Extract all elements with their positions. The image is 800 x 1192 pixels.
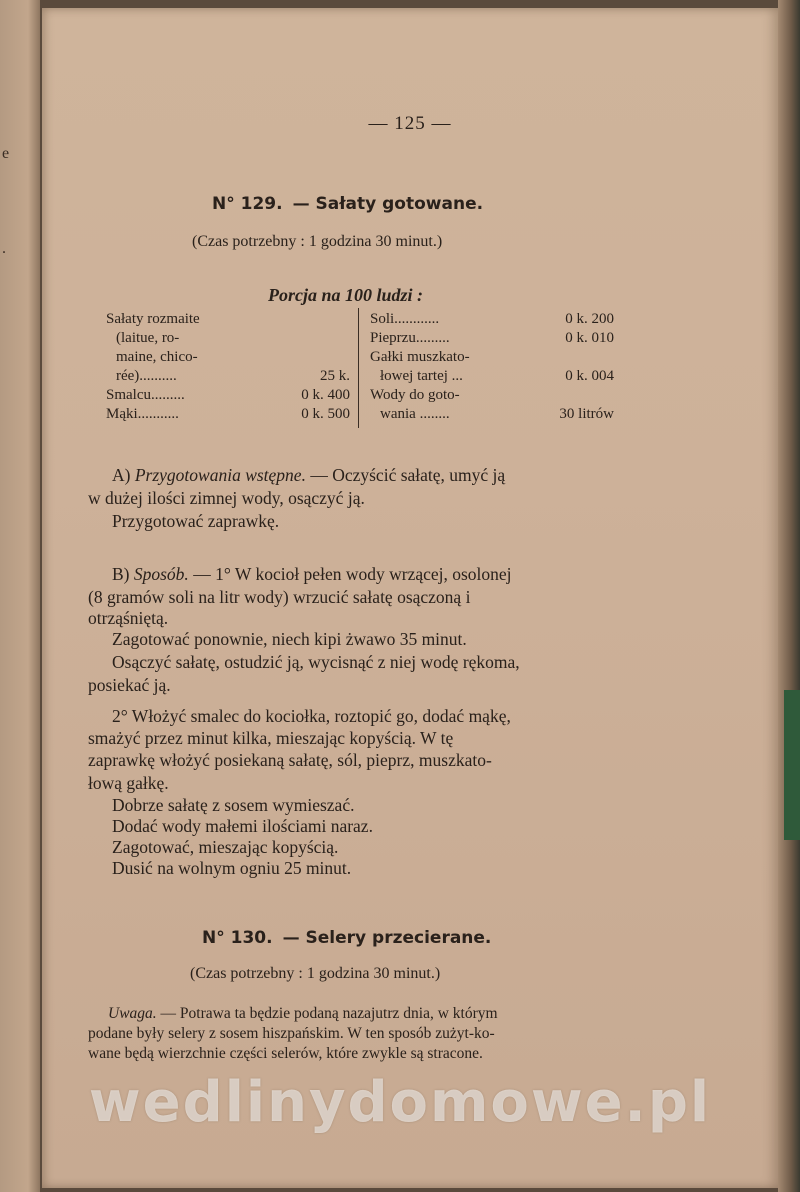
paragraph-c-line: Dusić na wolnym ogniu 25 minut. — [112, 858, 352, 878]
ingredient-row: (laitue, ro- — [116, 330, 180, 346]
note-line: Uwaga. — Potrawa ta będzie podaną nazajutrz dnia, w którym — [108, 1005, 498, 1022]
recipe-129-portion: Porcja na 100 ludzi : — [268, 285, 424, 305]
ingredient-row: Soli............ 0 k. 200 — [370, 311, 614, 327]
ingredient-row: Mąki........... 0 k. 500 — [106, 406, 350, 422]
paragraph-b-line: otrząśniętą. — [88, 608, 169, 628]
ingredient-row: wania ........ 30 litrów — [380, 406, 614, 422]
prev-page-fragment: e — [2, 145, 10, 162]
note-line: podane były selery z sosem hiszpańskim. W ten sposób zużyt-ko- — [88, 1025, 495, 1042]
recipe-129-number: N° 129. — [212, 194, 283, 214]
note-label: Uwaga. — [108, 1005, 157, 1022]
ingredient-row: rée).......... 25 k. — [116, 368, 350, 384]
paragraph-c-line: smażyć przez minut kilka, mieszając kopyścią. W tę — [88, 728, 454, 748]
ingredient-row: maine, chico- — [116, 349, 198, 365]
recipe-130-heading — [202, 928, 491, 948]
cover-tab — [784, 690, 800, 840]
ingredient-row: łowej tartej ... 0 k. 004 — [380, 368, 614, 384]
paragraph-b-line: (8 gramów soli na litr wody) wrzucić sałatę osączoną i — [88, 587, 471, 607]
paragraph-b-line: Osączyć sałatę, ostudzić ją, wycisnąć z niej wodę rękoma, — [112, 652, 520, 672]
note-line: wane będą wierzchnie części selerów, które zwykle są stracone. — [88, 1045, 483, 1062]
ingredient-row: Sałaty rozmaite — [106, 311, 200, 327]
ingredient-row: Gałki muszkato- — [370, 349, 470, 365]
ingredients-divider — [358, 308, 359, 428]
page-stack-edge — [778, 0, 800, 1192]
recipe-129-time: (Czas potrzebny : 1 godzina 30 minut.) — [192, 233, 443, 250]
ingredients-right-column — [370, 310, 614, 424]
paragraph-c-line: Zagotować, mieszając kopyścią. — [112, 837, 339, 857]
paragraph-c-line: łową gałkę. — [88, 773, 169, 793]
ingredient-row: Pieprzu......... 0 k. 010 — [370, 330, 614, 346]
ingredient-row: Wody do goto- — [370, 387, 460, 403]
recipe-130-time: (Czas potrzebny : 1 godzina 30 minut.) — [190, 965, 441, 982]
previous-page-edge — [0, 0, 40, 1192]
section-label: Sposób. — [133, 564, 189, 584]
paragraph-b-line: posiekać ją. — [88, 675, 171, 695]
paragraph-b-line: B) Sposób. — 1° W kocioł pełen wody wrzącej, osolonej — [112, 564, 512, 584]
recipe-130-number: N° 130. — [202, 928, 273, 948]
watermark: wedlinydomowe.pl — [88, 1070, 712, 1135]
paragraph-c-line: Dobrze sałatę z sosem wymieszać. — [112, 795, 355, 815]
prev-page-fragment: . — [2, 240, 6, 257]
paragraph-a-line: w dużej ilości zimnej wody, osączyć ją. — [88, 488, 365, 508]
paragraph-a-line: A) Przygotowania wstępne. — Oczyścić sałatę, umyć ją — [112, 465, 506, 485]
section-label: Przygotowania wstępne. — [134, 465, 306, 485]
recipe-129-heading — [212, 194, 483, 214]
recipe-130-title: — Selery przecierane. — [282, 928, 492, 948]
book-page — [42, 8, 778, 1188]
ingredient-row: Smalcu......... 0 k. 400 — [106, 387, 350, 403]
paragraph-a-line: Przygotować zaprawkę. — [112, 511, 280, 531]
page-number: — 125 — — [368, 113, 452, 134]
paragraph-c-line: 2° Włożyć smalec do kociołka, roztopić go, dodać mąkę, — [112, 706, 511, 726]
paragraph-c-line: zaprawkę włożyć posiekaną sałatę, sól, pieprz, muszkato- — [88, 750, 492, 770]
ingredients-left-column — [106, 310, 350, 424]
paragraph-c-line: Dodać wody małemi ilościami naraz. — [112, 816, 373, 836]
paragraph-b-line: Zagotować ponownie, niech kipi żwawo 35 minut. — [112, 629, 467, 649]
recipe-129-title: — Sałaty gotowane. — [292, 194, 484, 214]
